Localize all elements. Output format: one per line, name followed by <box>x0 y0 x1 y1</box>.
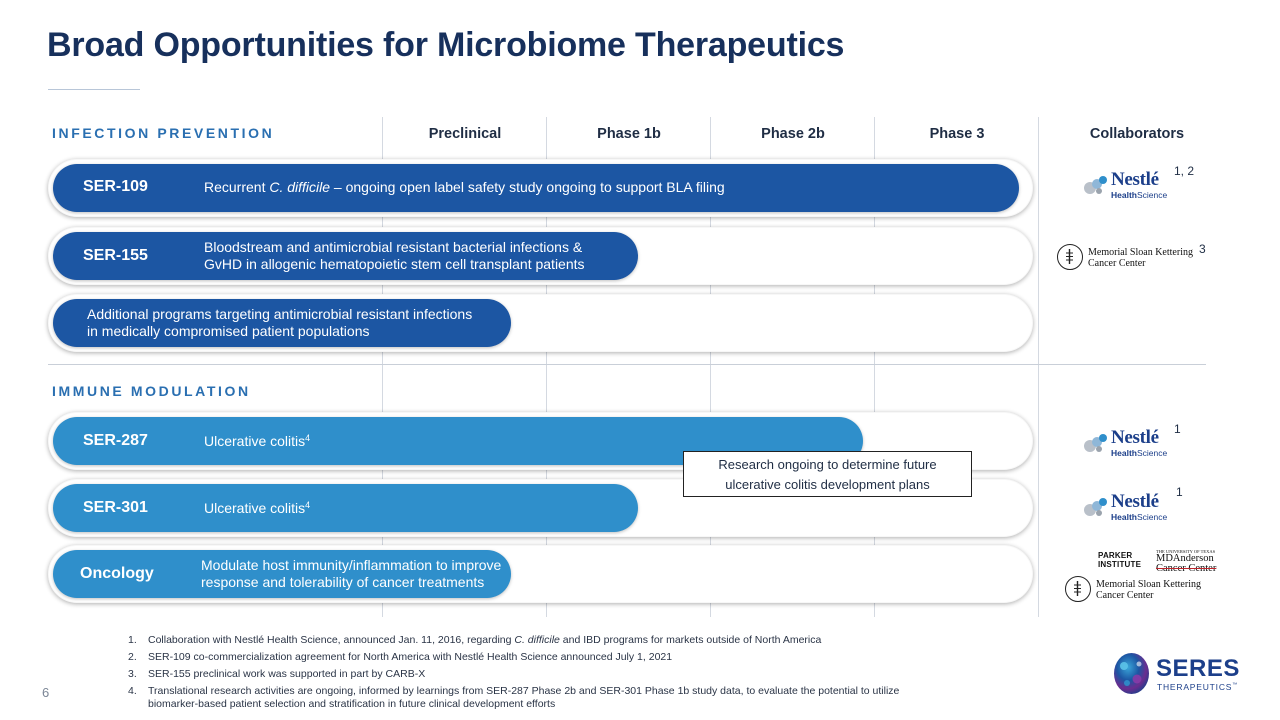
column-header-phase-1b: Phase 1b <box>597 126 661 142</box>
program-name: SER-287 <box>83 432 148 449</box>
program-description: Ulcerative colitis$^4$ <box>204 500 311 516</box>
program-name: SER-155 <box>83 247 148 264</box>
footnote-4: 4. Translational research activities are ongoing, informed by learnings from SER-287 Phase 2b and SER-301 Phase 1b study data, to evaluate the potential to utilize biomarker-based patient selection and stratification in future clinical development efforts <box>128 685 900 710</box>
page-title: Broad Opportunities for Microbiome Therapeutics <box>47 26 845 64</box>
seres-subtitle: THERAPEUTICS™ <box>1157 682 1239 692</box>
progress-bar-oncology <box>53 550 511 598</box>
footnote-2: 2. SER-109 co-commercialization agreement for North America with Nestlé Health Science announced July 1, 2021 <box>128 651 673 663</box>
program-description: Ulcerative colitis$^4$ <box>204 433 311 449</box>
collaborator-footnote-ref: 3 <box>1199 242 1206 256</box>
program-description: Bloodstream and antimicrobial resistant bacterial infections & GvHD in allogenic hematopoietic stem cell transplant patients <box>204 239 585 272</box>
nestle-nest-icon <box>1082 174 1110 198</box>
seres-wordmark: SERES <box>1156 655 1240 682</box>
msk-logo: Memorial Sloan Kettering Cancer Center <box>1065 575 1215 605</box>
nestle-nest-icon <box>1082 496 1110 520</box>
program-name: SER-109 <box>83 178 148 195</box>
collaborator-footnote-ref: 1, 2 <box>1174 164 1195 178</box>
column-header-phase-3: Phase 3 <box>929 126 985 142</box>
nestle-health-science-logo: Nestlé HealthScience <box>1082 428 1177 460</box>
msk-emblem-icon <box>1057 244 1083 270</box>
msk-logo: Memorial Sloan Kettering Cancer Center <box>1057 243 1207 273</box>
progress-bar-ser-301 <box>53 484 638 532</box>
section-label-infection-prevention: INFECTION PREVENTION <box>52 125 275 141</box>
footnotes <box>125 632 985 711</box>
seres-logo-icon <box>1113 652 1150 695</box>
progress-bar-ser-155 <box>53 232 638 280</box>
footnote-1: 1. Collaboration with Nestlé Health Science, announced Jan. 11, 2016, regarding C. difficile and IBD programs for markets outside of North America <box>128 634 822 646</box>
column-header-collaborators: Collaborators <box>1089 126 1185 142</box>
research-callout: Research ongoing to determine future ulcerative colitis development plans <box>683 451 972 497</box>
nestle-health-science-logo: Nestlé HealthScience <box>1082 492 1177 524</box>
progress-bar-additional-programs <box>53 299 511 347</box>
footnote-3: 3. SER-155 preclinical work was supported in part by CARB-X <box>128 668 426 680</box>
section-divider <box>48 364 1206 365</box>
program-description: Recurrent C. difficile – ongoing open label safety study ongoing to support BLA filing <box>204 179 725 195</box>
collaborator-footnote-ref: 1 <box>1176 485 1183 499</box>
parker-institute-logo: PARKER INSTITUTE <box>1098 551 1142 569</box>
program-description: Modulate host immunity/inflammation to improve response and tolerability of cancer treatments <box>201 557 502 590</box>
md-anderson-logo: THE UNIVERSITY OF TEXAS MDAnderson Cancer Center <box>1156 549 1217 574</box>
program-name: SER-301 <box>83 499 148 516</box>
collaborator-footnote-ref: 1 <box>1174 422 1181 436</box>
title-underline <box>48 89 140 90</box>
section-label-immune-modulation: IMMUNE MODULATION <box>52 383 251 399</box>
grid-line <box>1038 117 1039 617</box>
column-header-preclinical: Preclinical <box>428 126 502 142</box>
msk-emblem-icon <box>1065 576 1091 602</box>
nestle-nest-icon <box>1082 432 1110 456</box>
column-header-phase-2b: Phase 2b <box>761 126 825 142</box>
program-description: Additional programs targeting antimicrobial resistant infections in medically compromised patient populations <box>87 306 473 339</box>
nestle-health-science-logo: Nestlé HealthScience <box>1082 170 1177 202</box>
program-name: Oncology <box>80 565 154 582</box>
progress-bar-ser-109 <box>53 164 1019 212</box>
page-number: 6 <box>42 685 50 700</box>
